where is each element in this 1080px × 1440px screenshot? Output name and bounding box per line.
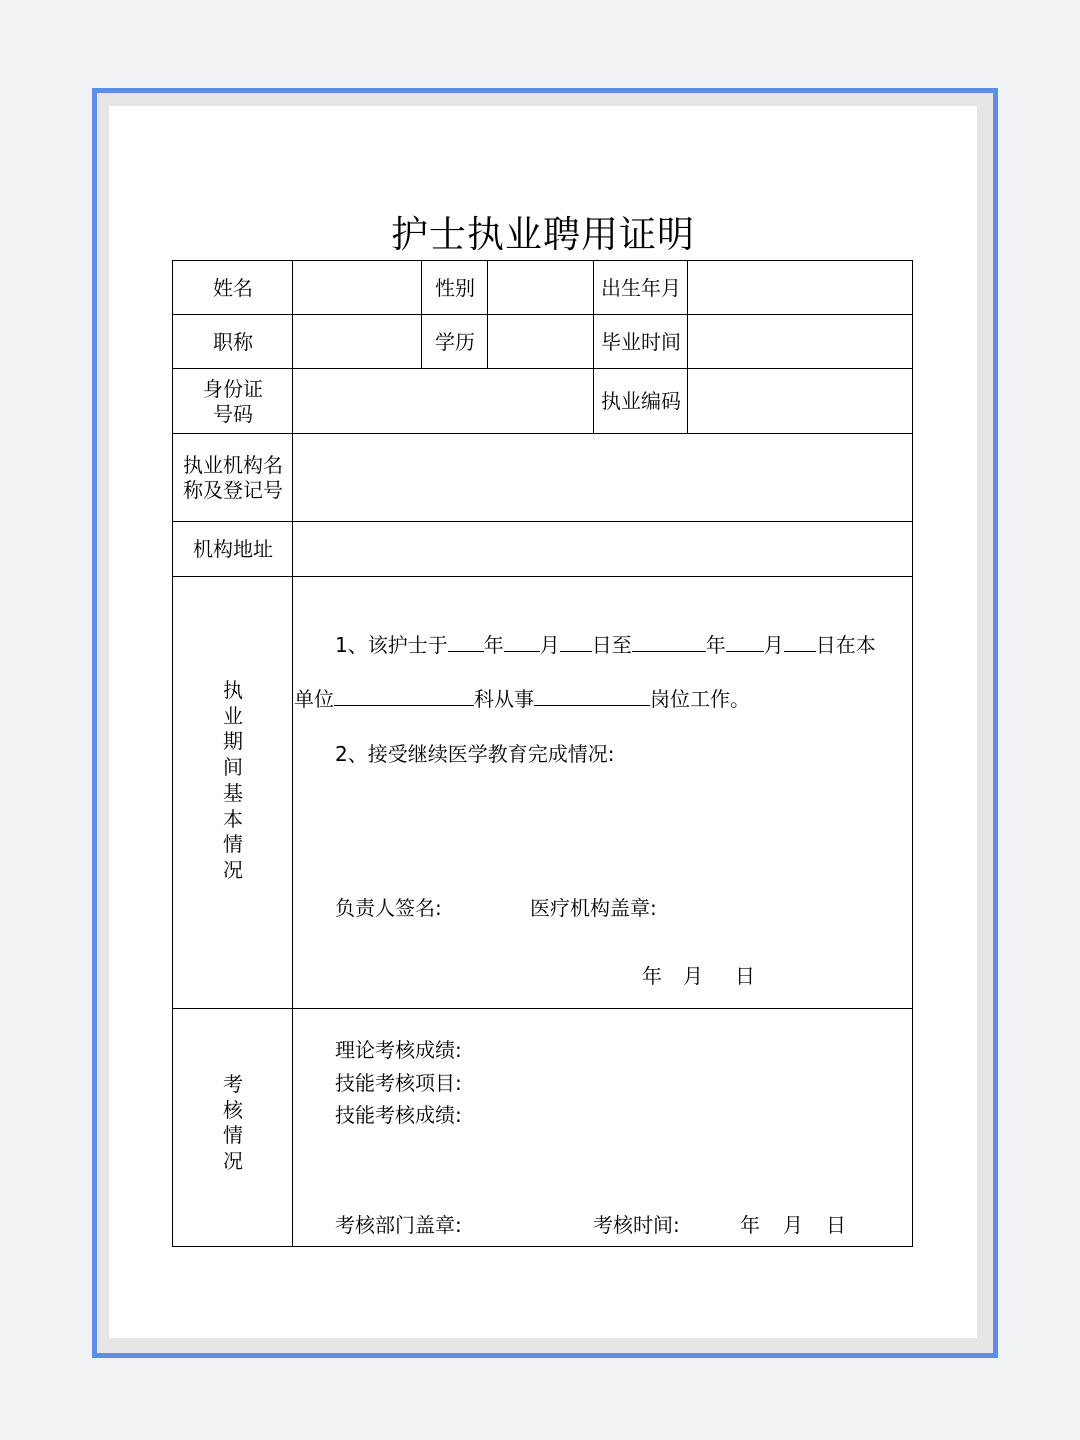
id-number-label bbox=[173, 369, 293, 434]
title-label: 职称 bbox=[213, 329, 253, 354]
department-post-line: 单位 科从事 岗位工作。 bbox=[294, 687, 750, 711]
assessment-dept-seal-label: 考核部门盖章: bbox=[335, 1213, 462, 1237]
row-divider bbox=[173, 1008, 912, 1009]
assessment-section-label bbox=[213, 1072, 253, 1175]
department-blank[interactable] bbox=[334, 687, 474, 706]
label-char: 基 bbox=[223, 780, 243, 805]
nurse-employment-form bbox=[172, 260, 913, 1247]
assessment-date-day: 日 bbox=[826, 1213, 846, 1237]
skill-score-label: 技能考核成绩: bbox=[335, 1103, 462, 1127]
title-field[interactable] bbox=[293, 315, 421, 369]
post-blank[interactable] bbox=[534, 687, 650, 706]
signature-label: 负责人签名: bbox=[335, 896, 442, 920]
page-frame bbox=[92, 88, 998, 1358]
label-char: 期 bbox=[223, 729, 243, 754]
name-field[interactable] bbox=[293, 261, 421, 315]
label-char: 情 bbox=[223, 832, 243, 857]
institution-label bbox=[173, 434, 293, 522]
skill-item-label: 技能考核项目: bbox=[335, 1071, 462, 1095]
document-title: 护士执业聘用证明 bbox=[391, 213, 695, 256]
assessment-time-label: 考核时间: bbox=[593, 1213, 680, 1237]
label-char: 况 bbox=[223, 1149, 243, 1174]
name-label: 姓名 bbox=[213, 275, 253, 300]
start-day-blank[interactable] bbox=[560, 633, 592, 652]
label-char: 本 bbox=[223, 806, 243, 831]
education-label: 学历 bbox=[435, 329, 475, 354]
theory-score-label: 理论考核成绩: bbox=[335, 1038, 462, 1062]
gender-field[interactable] bbox=[488, 261, 593, 315]
end-year-blank[interactable] bbox=[632, 633, 706, 652]
practice-section-label bbox=[213, 678, 253, 884]
label-char: 执 bbox=[223, 678, 243, 702]
document-page bbox=[109, 106, 977, 1338]
practice-date-year: 年 bbox=[642, 964, 662, 988]
id-number-label-line1: 身份证 bbox=[203, 376, 263, 401]
address-field[interactable] bbox=[293, 522, 912, 577]
institution-field[interactable] bbox=[293, 434, 912, 522]
id-number-field[interactable] bbox=[293, 369, 593, 434]
label-char: 况 bbox=[223, 857, 243, 882]
institution-label-line2: 称及登记号 bbox=[183, 478, 283, 502]
end-day-blank[interactable] bbox=[784, 633, 816, 652]
graduation-field[interactable] bbox=[688, 315, 912, 369]
start-year-blank[interactable] bbox=[448, 633, 484, 652]
assessment-date-month: 月 bbox=[783, 1213, 803, 1237]
employment-period-line: 1、该护士于 年 月 日至 年 月 日在本 bbox=[335, 633, 876, 657]
institution-label-line1: 执业机构名 bbox=[183, 453, 283, 477]
birth-label: 出生年月 bbox=[601, 275, 681, 300]
label-char: 考 bbox=[223, 1072, 243, 1096]
continuing-education-line: 2、接受继续医学教育完成情况: bbox=[335, 742, 615, 766]
gender-label: 性别 bbox=[435, 275, 475, 300]
assessment-date-year: 年 bbox=[740, 1213, 760, 1237]
label-char: 间 bbox=[223, 755, 243, 780]
label-char: 核 bbox=[223, 1097, 243, 1122]
institution-seal-label: 医疗机构盖章: bbox=[530, 896, 657, 920]
label-char: 情 bbox=[223, 1123, 243, 1148]
license-code-label: 执业编码 bbox=[601, 389, 681, 413]
id-number-label-line2: 号码 bbox=[213, 401, 253, 426]
education-field[interactable] bbox=[488, 315, 593, 369]
address-label: 机构地址 bbox=[193, 537, 273, 561]
license-code-field[interactable] bbox=[688, 369, 912, 434]
start-month-blank[interactable] bbox=[504, 633, 540, 652]
practice-date-month: 月 bbox=[683, 964, 703, 988]
label-char: 业 bbox=[223, 703, 243, 728]
birth-field[interactable] bbox=[688, 261, 912, 315]
end-month-blank[interactable] bbox=[726, 633, 764, 652]
practice-date-day: 日 bbox=[735, 964, 755, 988]
graduation-label: 毕业时间 bbox=[601, 329, 681, 354]
